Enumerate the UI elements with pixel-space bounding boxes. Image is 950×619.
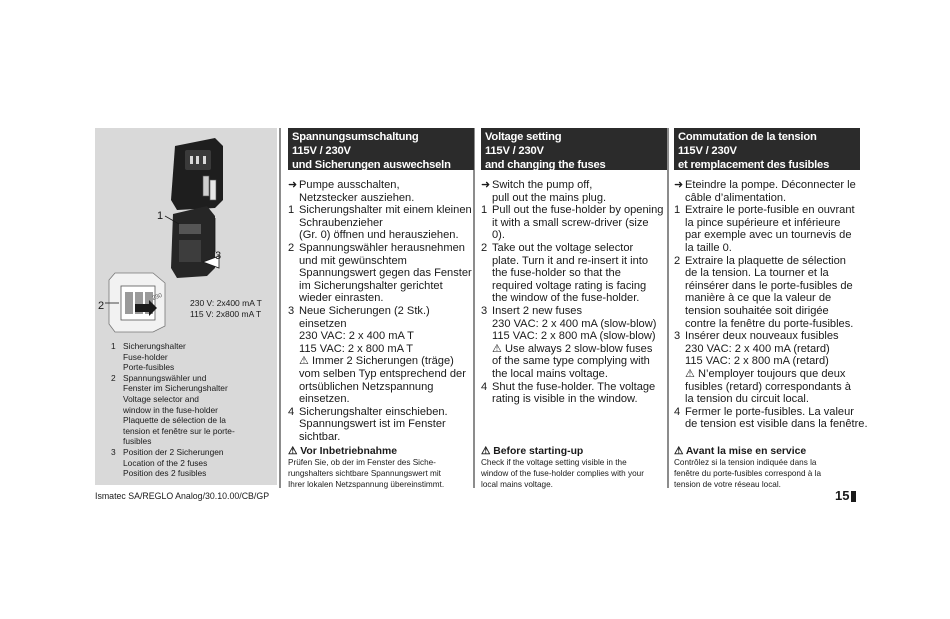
step-line: Switch the pump off, [492, 179, 593, 191]
legend-line: Porte-fusibles [123, 362, 175, 373]
step-line: tension souhaitée soit dirigée [685, 304, 829, 317]
step-line: Spannungswert ist im Fenster [299, 418, 446, 431]
instruction-step [481, 242, 667, 305]
step-line: de la tension. La tourner et la [685, 267, 829, 280]
step-line: the fuse-holder so that the [492, 267, 621, 280]
instruction-steps [481, 179, 667, 406]
column-heading [481, 128, 667, 170]
legend-number: 3 [111, 446, 116, 457]
step-marker: 4 [674, 405, 681, 418]
step-line: ⚠ Immer 2 Sicherungen (träge) [299, 355, 454, 368]
instruction-step [288, 305, 474, 406]
instruction-step [288, 179, 474, 204]
legend-line: Plaquette de sélection de la [123, 415, 226, 426]
heading-line: Spannungsumschaltung [292, 131, 419, 143]
step-marker: 4 [288, 405, 295, 418]
voltage-note-line: 115 V: 2x800 mA T [190, 309, 262, 319]
heading-line: et remplacement des fusibles [678, 159, 830, 171]
step-line: 230 VAC: 2 x 400 mA T [299, 330, 414, 343]
step-line: réinsérer dans le porte-fusibles de [685, 279, 853, 292]
step-line: 115 VAC: 2 x 800 mA (slow-blow) [492, 330, 656, 343]
step-marker: 3 [481, 304, 488, 317]
step-marker: 1 [288, 204, 295, 217]
step-marker: 3 [288, 304, 295, 317]
instruction-step [288, 242, 474, 305]
step-line: 230 VAC: 2 x 400 mA (retard) [685, 342, 830, 355]
step-line: Sicherungshalter einschieben. [299, 405, 448, 418]
step-line: einsetzen. [299, 393, 350, 406]
step-marker: 2 [481, 241, 488, 254]
step-line: Take out the voltage selector [492, 241, 634, 254]
step-marker: 1 [481, 204, 488, 217]
step-line: plate. Turn it and re-insert it into [492, 254, 649, 267]
step-marker: 2 [674, 254, 681, 267]
column-divider [667, 128, 669, 488]
column-divider [279, 128, 281, 488]
step-line: 230 VAC: 2 x 400 mA (slow-blow) [492, 317, 657, 330]
before-startup-line: rungshalters sichtbare Spannungswert mit [288, 468, 441, 478]
page-marker [851, 491, 856, 502]
step-line: ⚠ N’employer toujours que deux [685, 367, 846, 380]
instruction-step [674, 330, 860, 406]
step-line: ⚠ Use always 2 slow-blow fuses [492, 342, 653, 355]
column-heading [288, 128, 474, 170]
before-startup-line: tension de votre réseau local. [674, 479, 781, 489]
step-marker: 3 [674, 330, 681, 343]
column-german [288, 128, 474, 443]
before-startup-line: local mains voltage. [481, 479, 553, 489]
heading-line: Commutation de la tension [678, 131, 817, 143]
legend-line: Fuse-holder [123, 351, 168, 362]
before-startup-title-en: ⚠ Before starting-up [481, 446, 584, 457]
heading-line: Voltage setting [485, 131, 562, 143]
column-heading [674, 128, 860, 170]
column-french [674, 128, 868, 431]
before-startup-title-fr: ⚠ Avant la mise en service [674, 446, 807, 457]
step-line: la pince supérieure et inférieure [685, 216, 841, 229]
instruction-step [481, 381, 667, 406]
step-line: vom selben Typ entsprechend der [299, 367, 466, 380]
step-line: par exemple avec un tournevis de [685, 229, 852, 242]
step-line: Insérer deux nouveaux fusibles [685, 330, 839, 343]
heading-line: and changing the fuses [485, 159, 606, 171]
legend-line: Sicherungshalter [123, 341, 186, 351]
before-startup-line: fenêtre du porte-fusibles correspond à la [674, 468, 822, 478]
instruction-steps [288, 179, 474, 443]
step-line: required voltage rating is facing [492, 279, 647, 292]
step-line: Pull out the fuse-holder by opening [492, 204, 664, 217]
instruction-step [674, 405, 868, 431]
before-startup-line: window of the fuse-holder complies with your [481, 468, 644, 478]
legend-item [111, 373, 276, 447]
step-line: Extraire la plaquette de sélection [685, 254, 846, 267]
heading-line: 115V / 230V [485, 145, 544, 157]
step-line: Schraubenzieher [299, 216, 383, 229]
step-line: pull out the mains plug. [492, 191, 607, 204]
selector-label: 230 [151, 292, 164, 302]
step-line: Neue Sicherungen (2 Stk.) [299, 304, 430, 317]
before-startup-line: Contrôlez si la tension indiquée dans la [674, 458, 817, 467]
step-line: wieder einrasten. [299, 292, 384, 305]
step-line: Pumpe ausschalten, [299, 179, 400, 191]
step-line: Spannungswähler herausnehmen [299, 241, 465, 254]
step-line: Spannungswert gegen das Fenster [299, 267, 472, 280]
step-line: 0). [492, 229, 505, 242]
step-line: contre la fenêtre du porte-fusibles. [685, 317, 854, 330]
figure-legend [111, 341, 276, 479]
step-line: Shut the fuse-holder. The voltage [492, 380, 656, 393]
step-line: it with a small screw-driver (size [492, 216, 649, 229]
instruction-step [288, 204, 474, 242]
legend-line: tension et fenêtre sur le porte- [123, 425, 235, 436]
step-line: de tension est visible dans la fenêtre. [685, 418, 868, 431]
legend-line: fusibles [123, 436, 152, 447]
step-line: of the same type complying with [492, 355, 650, 368]
legend-number: 2 [111, 372, 116, 383]
legend-line: Location of the 2 fuses [123, 457, 208, 468]
instruction-step [481, 204, 667, 242]
step-line: im Sicherungshalter gerichtet [299, 279, 443, 292]
legend-number: 1 [111, 341, 116, 351]
legend-line: Fenster im Sicherungshalter [123, 383, 228, 394]
instruction-step [674, 255, 860, 331]
legend-line: Position des 2 fusibles [123, 468, 207, 479]
step-line: fusibles (retard) correspondants à [685, 380, 851, 393]
step-line: 115 VAC: 2 x 800 mA (retard) [685, 355, 829, 368]
step-line: und mit gewünschtem [299, 254, 407, 267]
instruction-steps [674, 179, 868, 431]
step-line: Extraire le porte-fusible en ouvrant [685, 204, 855, 217]
callout-1: 1 [157, 210, 164, 222]
document-footer: Ismatec SA/REGLO Analog/30.10.00/CB/GP [95, 491, 270, 501]
step-line: la taille 0. [685, 241, 732, 254]
callout-3: 3 [215, 250, 222, 262]
legend-line: Position der 2 Sicherungen [123, 446, 224, 457]
step-marker: ➜ [674, 179, 684, 191]
step-line: Eteindre la pompe. Déconnecter le [685, 179, 856, 191]
step-marker: 1 [674, 204, 681, 217]
before-startup-line: Check if the voltage setting visible in the [481, 458, 627, 467]
voltage-note [190, 298, 262, 320]
heading-line: und Sicherungen auswechseln [292, 159, 451, 171]
before-startup-text-en [481, 458, 644, 490]
step-line: the window of the fuse-holder. [492, 292, 640, 305]
before-startup-text-fr [674, 458, 821, 490]
step-marker: 2 [288, 241, 295, 254]
voltage-note-line: 230 V: 2x400 mA T [190, 298, 262, 308]
instruction-step [288, 406, 474, 444]
step-line: (Gr. 0) öffnen und herausziehen. [299, 229, 459, 242]
step-line: sichtbar. [299, 430, 341, 443]
legend-line: Voltage selector and [123, 393, 199, 404]
instruction-step [481, 305, 667, 381]
heading-line: 115V / 230V [292, 145, 351, 157]
step-line: 115 VAC: 2 x 800 mA T [299, 342, 414, 355]
before-startup-line: Ihrer lokalen Netzspannung übereinstimmt. [288, 479, 445, 489]
step-line: câble d’alimentation. [685, 191, 787, 204]
instruction-step [674, 179, 860, 204]
step-line: la tension du circuit local. [685, 393, 809, 406]
step-line: rating is visible in the window. [492, 393, 638, 406]
legend-item [111, 447, 276, 479]
step-line: the local mains voltage. [492, 367, 608, 380]
legend-line: Spannungswähler und [123, 372, 207, 383]
step-line: manière à ce que la valeur de [685, 292, 832, 305]
step-line: Fermer le porte-fusibles. La valeur [685, 405, 854, 418]
step-line: Netzstecker ausziehen. [299, 191, 415, 204]
before-startup-text-de [288, 458, 444, 490]
legend-item [111, 341, 276, 373]
page-number: 15 [835, 488, 850, 503]
callout-2: 2 [98, 300, 105, 312]
figure-panel [95, 128, 277, 485]
step-marker: ➜ [288, 179, 298, 191]
instruction-step [674, 204, 860, 254]
step-line: einsetzen [299, 317, 347, 330]
before-startup-line: Prüfen Sie, ob der im Fenster des Siche- [288, 458, 436, 467]
step-line: ortsüblichen Netzspannung [299, 380, 434, 393]
step-marker: 4 [481, 380, 488, 393]
before-startup-title-de: ⚠ Vor Inbetriebnahme [288, 446, 398, 457]
heading-line: 115V / 230V [678, 145, 737, 157]
step-line: Sicherungshalter mit einem kleinen [299, 204, 472, 217]
step-line: Insert 2 new fuses [492, 304, 583, 317]
column-english [481, 128, 667, 406]
step-marker: ➜ [481, 179, 491, 191]
instruction-step [481, 179, 667, 204]
legend-line: window in the fuse-holder [123, 404, 218, 415]
